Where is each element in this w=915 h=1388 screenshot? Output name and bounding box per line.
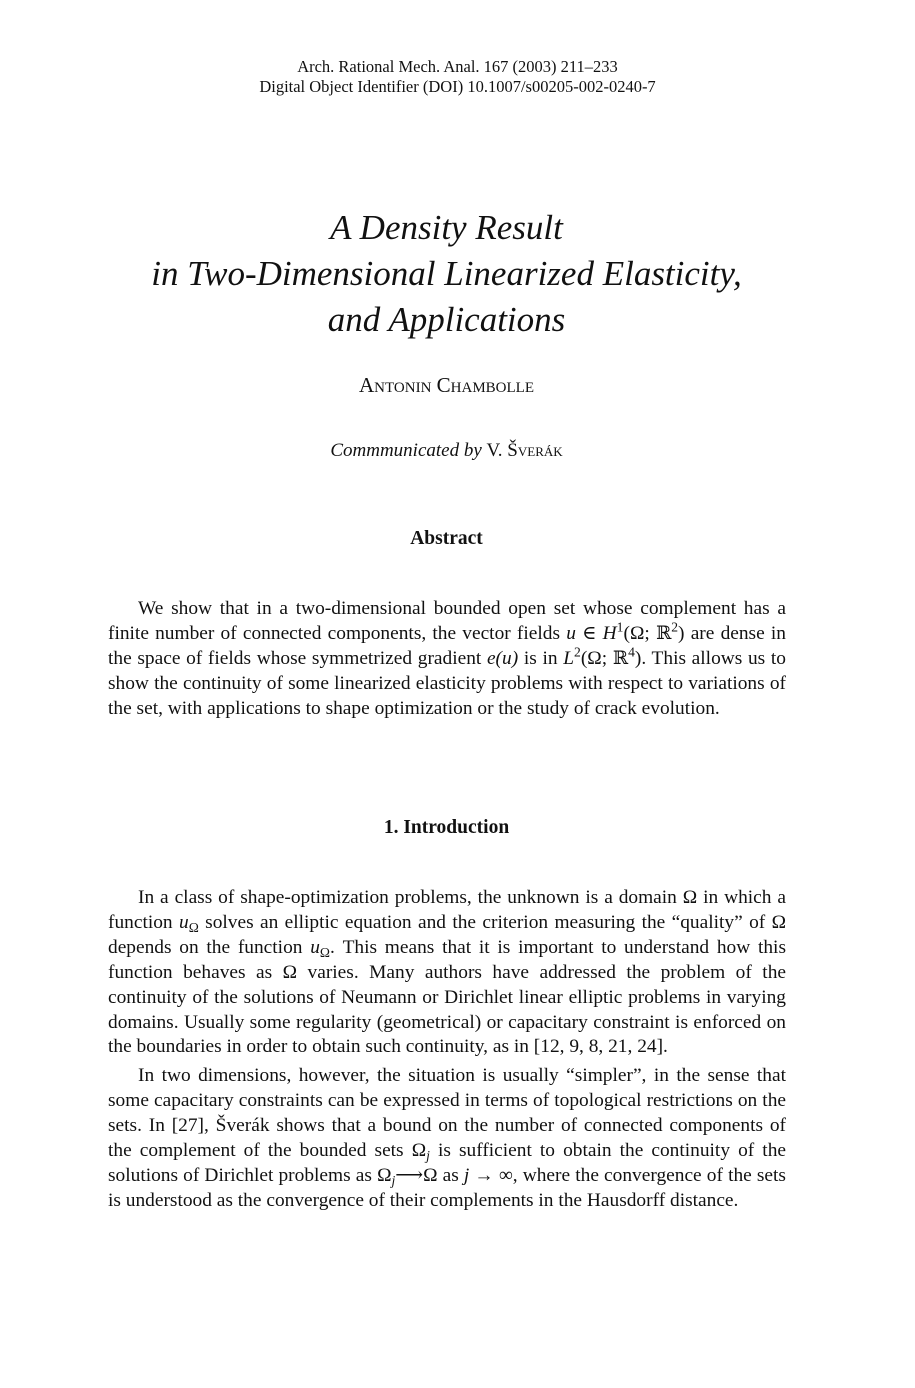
math-j-to-infinity: j → ∞: [463, 1164, 513, 1186]
section-heading-introduction: 1. Introduction: [383, 817, 510, 838]
author-name: Antonin Chambolle: [359, 373, 534, 397]
math-u-omega: $u_\Omega$: [310, 936, 330, 960]
introduction-body: [108, 886, 786, 1214]
communicated-by: [0, 439, 893, 463]
journal-header: [0, 57, 915, 97]
title-line: A Density Result: [330, 208, 563, 247]
doi-line: Digital Object Identifier (DOI) 10.1007/s00205-002-0240-7: [259, 77, 656, 96]
abstract-body: [108, 597, 786, 722]
communicated-label: Commmunicated by: [330, 440, 482, 461]
title-line: and Applications: [327, 300, 566, 339]
math-omega-j: $\Omega_j$: [411, 1140, 430, 1164]
abstract-heading: Abstract: [410, 528, 483, 549]
intro-paragraph: In a class of shape-optimization problems, the unknown is a domain Ω in which a function $u_\Omega$ solves an elliptic equation and the criterion measuring the “quality” of Ω depends on the function $u_\Omega$. This means that it is important to understand how this function behaves as Ω varies. Many authors have addressed the problem of the continuity of the solutions of Neumann or Dirichlet linear elliptic problems in varying domains. Usually some regularity (geometrical) or capacitary constraint is enforced on the boundaries in order to obtain such continuity, as in [12, 9, 8, 21, 24].: [108, 887, 786, 1058]
intro-paragraph: In two dimensions, however, the situation is usually “simpler”, in the sense that some capacitary constraints can be expressed in terms of topological restrictions on the sets. In [27], Šverák shows that a bound on the number of connected components of the complement of the bounded sets $\Omega_j$ is sufficient to obtain the continuity of the solutions of Dirichlet problems as $\Omega_j⟶\Omega$ as j → ∞, where the convergence of the sets is understood as the convergence of their complements in the Hausdorff distance.: [108, 1065, 786, 1211]
title-line: in Two-Dimensional Linearized Elasticity,: [151, 254, 742, 293]
abstract-paragraph: We show that in a two-dimensional bounded open set whose complement has a finite number of connected components, the vector fields u ∈ $H^1(\Omega$; ℝ$^2$) are dense in the space of fields whose symmetrized gradient e(u) is in $L^2(\Omega$; ℝ$^4$). This allows us to show the continuity of some linearized elasticity problems with respect to variations of the set, with applications to shape optimization or the study of crack evolution.: [108, 598, 786, 719]
communicating-editor: V. Šverák: [486, 440, 563, 461]
paper-title: [0, 205, 893, 343]
math-u-omega: $u_\Omega$: [178, 911, 199, 935]
math-l2-space: $L^2(\Omega$; ℝ$^4$): [563, 644, 642, 669]
math-u-in-h1: u ∈ $H^1(\Omega$; ℝ$^2$): [566, 619, 685, 644]
math-omega-j-convergence: $\Omega_j⟶\Omega$: [377, 1164, 438, 1189]
math-symmetrized-gradient: e(u): [486, 647, 519, 669]
journal-citation: Arch. Rational Mech. Anal. 167 (2003) 211–233: [297, 57, 618, 76]
